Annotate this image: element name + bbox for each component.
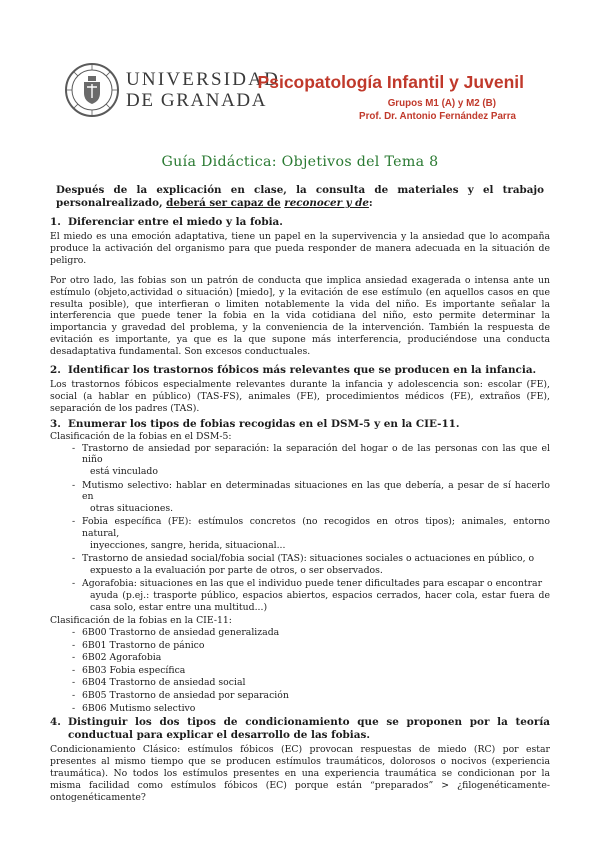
list-item-continuation: otras situaciones. — [90, 502, 174, 514]
intro-colon: : — [368, 197, 373, 209]
list-item: - 6B04 Trastorno de ansiedad social — [72, 677, 550, 689]
list-item — [72, 443, 550, 478]
list-item-continuation: está vinculado — [90, 465, 158, 477]
course-header — [204, 72, 524, 122]
list-item-continuation: expuesto a la evaluación por parte de otros, o ser observados. — [90, 564, 383, 576]
cie-label: Clasificación de la fobias en la CIE-11: — [50, 615, 232, 627]
intro-underlined: deberá ser capaz de — [166, 197, 281, 209]
list-item — [72, 516, 550, 551]
section-1-heading — [50, 216, 550, 229]
list-item: - 6B03 Fobia específica — [72, 665, 550, 677]
intro-paragraph — [50, 184, 550, 210]
section-3-heading — [50, 418, 550, 431]
list-item — [72, 578, 550, 613]
section-2-heading — [50, 364, 550, 377]
section-number: 3. — [50, 417, 61, 430]
section-title: Diferenciar entre el miedo y la fobia. — [68, 216, 283, 228]
section-1-paragraph-1: El miedo es una emoción adaptativa, tiene un papel en la supervivencia y la ansiedad que lo acompaña produce la activación del organismo para que pueda responder de manera adecuada en la situación de peligro. — [50, 231, 550, 266]
intro-underlined-italic: reconocer y de — [284, 197, 369, 209]
list-item — [72, 553, 550, 576]
list-item: - 6B01 Trastorno de pánico — [72, 640, 550, 652]
section-4-paragraph: Condicionamiento Clásico: estímulos fóbicos (EC) provocan respuestas de miedo (RC) por estar presentes al mismo tiempo que se producen estímulos traumáticos, dolorosos o nocivos (experiencia traumática). No todos los estímulos presentes en una experiencia traumática se condicionan por la misma facilidad como estímulos fóbicos (EC) porque están “preparados” > ¿filogenéticamente-ontogenéticamente? — [50, 744, 550, 803]
intro-text: Después de la explicación en clase, la consulta de materiales y el trabajo personalrealizado, — [56, 184, 544, 209]
guide-title: Guía Didáctica: Objetivos del Tema 8 — [161, 154, 439, 170]
section-number: 1. — [50, 216, 61, 228]
list-item-text: Mutismo selectivo: hablar en determinadas situaciones en las que debería, a pesar de sí hacerlo en — [82, 479, 550, 503]
university-name-line1: UNIVERSIDAD — [126, 69, 281, 90]
list-item: - 6B05 Trastorno de ansiedad por separación — [72, 690, 550, 702]
dsm-list — [50, 443, 550, 613]
dsm-label: Clasificación de la fobias en el DSM-5: — [50, 430, 232, 442]
section-number: 2. — [50, 364, 61, 377]
list-item-continuation: ayuda (p.ej.: trasporte público, espacios abiertos, espacios cerrados, hacer cola, estar fuera de casa solo, estar entre una multitud...) — [90, 589, 550, 613]
section-number: 4. — [50, 716, 61, 729]
list-item: - 6B00 Trastorno de ansiedad generalizada — [72, 627, 550, 639]
course-groups: Grupos M1 (A) y M2 (B) — [387, 98, 496, 109]
university-seal-icon — [64, 62, 120, 118]
list-item — [72, 480, 550, 515]
course-title: Psicopatología Infantil y Juvenil — [257, 72, 524, 92]
list-item-text: Agorafobia: situaciones en las que el individuo puede tener dificultades para escapar o encontrar — [82, 578, 543, 590]
document-body — [50, 184, 550, 804]
course-professor: Prof. Dr. Antonio Fernández Parra — [359, 111, 516, 122]
list-item: - 6B02 Agorafobia — [72, 652, 550, 664]
section-1-paragraph-2: Por otro lado, las fobias son un patrón de conducta que implica ansiedad exagerada o intensa ante un estímulo (objeto,actividad o situación) [miedo], y la evitación de ese estímulo (en aquellos casos en que resulta posible), que interfieran o limiten notablemente la vida del niño. Es importante señalar la interferencia que puede tener la fobia en la vida cotidiana del niño, esto permite determinar la importancia y gravedad del problema, y la conveniencia de la intervención. También la respuesta de evitación es importante, ya que es la que supone más interferencia, produciéndose una conducta desadaptativa fundamental. Son excesos conductuales. — [50, 274, 550, 358]
section-title: Enumerar los tipos de fobias recogidas en el DSM-5 y en la CIE-11. — [68, 417, 460, 430]
section-2-paragraph: Los trastornos fóbicos especialmente relevantes durante la infancia y adolescencia son: escolar (FE), social (a hablar en público) (TAS-FS), animales (FE), procedimientos médicos (FE), extraños (FE), separación de los padres (TAS). — [50, 379, 550, 414]
list-item-text: Fobia específica (FE): estímulos concretos (no recogidos en otros tipos); animales, entorno natural, — [82, 516, 550, 539]
section-title: Identificar los trastornos fóbicos más relevantes que se producen en la infancia. — [68, 364, 537, 377]
university-name-line2: DE GRANADA — [126, 90, 268, 111]
list-item-text: Trastorno de ansiedad por separación: la separación del hogar o de las personas con las que el niño — [82, 442, 550, 466]
cie-list — [50, 627, 550, 714]
section-4-heading — [50, 716, 550, 742]
list-item-continuation: inyecciones, sangre, herida, situacional... — [90, 539, 286, 551]
section-title: Distinguir los dos tipos de condicionamiento que se proponen por la teoría conductual para explicar el desarrollo de las fobias. — [68, 716, 550, 742]
list-item: - 6B06 Mutismo selectivo — [72, 703, 550, 715]
list-item-text: Trastorno de ansiedad social/fobia social (TAS): situaciones sociales o actuaciones en público, o — [82, 553, 535, 565]
